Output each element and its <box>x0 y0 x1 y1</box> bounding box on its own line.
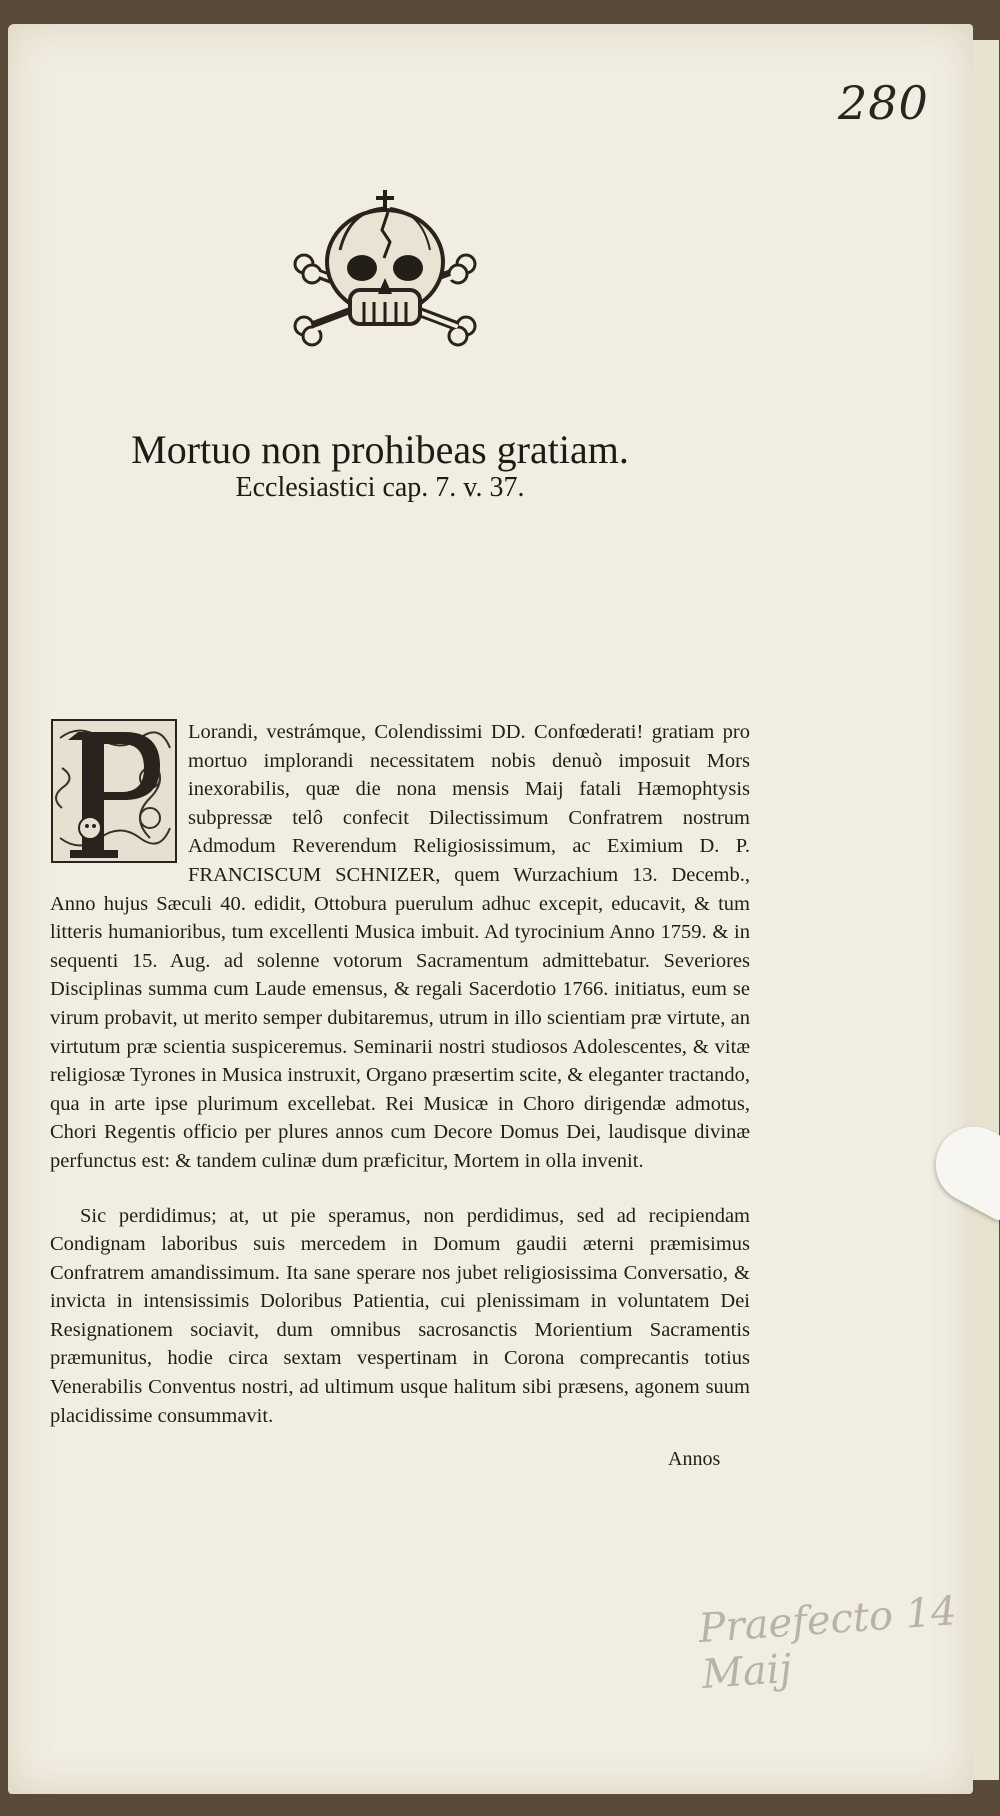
catchword: Annos <box>668 1448 721 1470</box>
document-body <box>50 718 750 1430</box>
skull-crossbones-icon <box>290 190 480 350</box>
folio-number: 280 <box>838 76 929 130</box>
page-title: Mortuo non prohibeas gratiam. <box>131 427 629 472</box>
body-paragraph: Lorandi, vestrámque, Colendissimi DD. Confœderati! gratiam pro mortuo implorandi necessitatem nobis denuò imposuit Mors inexorabilis, quæ die nona mensis Maij fatali Hæmophtysis subpressæ telô confecit Dilectissimum Confratrem nostrum Admodum Reverendum Religiosissimum, ac Eximium D. P. FRANCISCUM SCHNIZER, quem Wurzachium 13. Decemb., Anno hujus Sæculi 40. edidit, Ottobura puerulum adhuc excepit, educavit, & tum litteris humanioribus, tum excellenti Musica imbuit. Ad tyrocinium Anno 1759. & in sequenti 15. Aug. ad solenne votorum Sacramentum admittebatur. Severiores Disciplinas summa cum Laude emensus, & regali Sacerdotio 1766. initiatus, eum se virum probavit, ut merito semper dubitaremus, utrum in illo scientiam præ virtute, an virtutum præ scientia suspiceremus. Seminarii nostri studiosos Adolescentes, & vitæ religiosæ Tyrones in Musica instruxit, Organo præsertim scite, & eleganter tractando, qua in arte ipse plurimum excellebat. Rei Musicæ in Choro dirigendæ admotus, Chori Regentis officio per plures annos cum Decore Domus Dei, laudisque divinæ perfunctus est: & tandem culinæ dum præficitur, Mortem in olla invenit. <box>50 721 750 1172</box>
scripture-citation: Ecclesiastici cap. 7. v. 37. <box>235 472 525 503</box>
pencil-annotation: Praefecto 14 Maij <box>697 1588 958 1699</box>
ornamental-dropcap-icon <box>50 718 178 864</box>
body-paragraph: Sic perdidimus; at, ut pie speramus, non perdidimus, sed ad recipiendam Condignam laboribus suis mercedem in Domum gaudii æterni præmisimus Confratrem amandissimum. Ita sane sperare nos jubet religiosissima Conversatio, & invicta in intensissimis Doloribus Patientia, cui plenissimam in voluntatem Dei Resignationem sociavit, dum omnibus sacrosanctis Morientium Sacramentis præmunitus, hodie circa sextam vespertinam in Corona comprecantis totius Venerabilis Conventus nostri, ad ultimum usque halitum sibi præsens, agonem suum placidissime consummavit. <box>50 1204 750 1427</box>
